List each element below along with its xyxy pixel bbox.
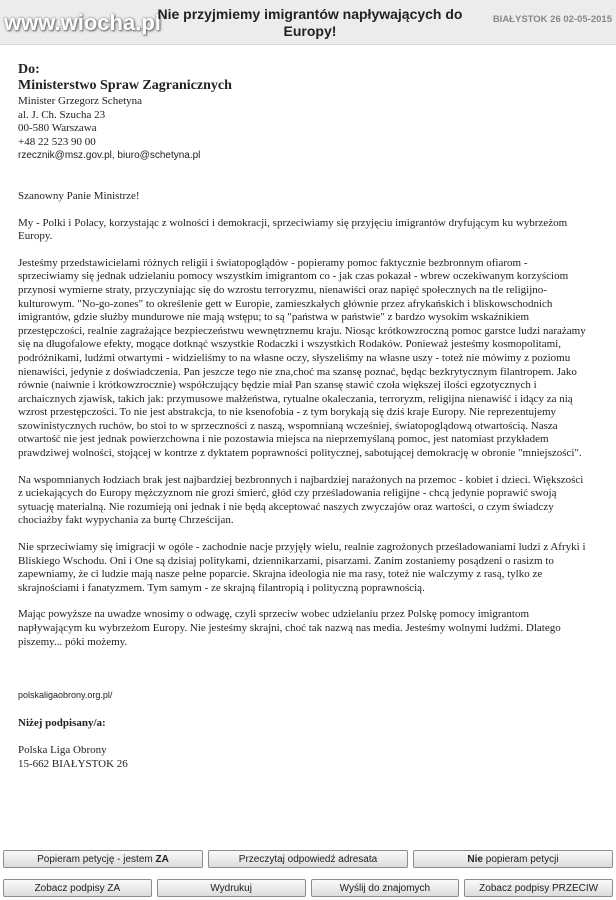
petition-letter [18, 62, 588, 772]
paragraph-intro: My - Polki i Polacy, korzystając z wolności i demokracji, sprzeciwiamy się przyjęciu imigrantów dryfującym ku wybrzeżom Europy. [18, 216, 568, 243]
meta-date: 02-05-2015 [563, 14, 612, 25]
action-row-primary [3, 850, 613, 868]
read-reply-button[interactable]: Przeczytaj odpowiedź adresata [208, 850, 408, 868]
oppose-bold: Nie [467, 853, 483, 865]
greeting: Szanowny Panie Ministrze! [18, 189, 140, 202]
oppose-label: popieram petycji [482, 853, 559, 865]
paragraph-main: Jesteśmy przedstawicielami różnych religii i światopoglądów - popieramy pomoc faktycznie bezbronnym ofiarom - sprzeciwiamy się jednak udzielaniu pomocy wszystkim imigrantom co - jak czas pokazał - wbrew oczekiwanym korzyściom przynosi wymierne straty, przyczyniając się do wzrostu terroryzmu, nienawiści oraz napięć społecznych na tle religijno-kulturowym. "No-go-zones" to określenie gett w Europie, zamieszkałych głównie przez afrykańskich i bliskowschodnich imigrantów, gdzie służby mundurowe nie mają wstępu; to są "państwa w państwie" z bardzo wysokim wskaźnikiem przestępczości, realnie zagrażające bezpieczeństwu wewnętrznemu kraju. Niosąc krótkowzroczną pomoc garstce ludzi narażamy się na długofalowe efekty, mogące dotknąć wszystkie Rodaczki i wszystkich Rodaków. Ponieważ jesteśmy kosmopolitami, podróżnikami, ludźmi otwartymi - widzieliśmy to na własne oczy, słyszeliśmy na własne uszy - toteż nie mówimy z poziomu nienawiści, jedynie z doświadczenia. Pan jeszcze tego nie zna,choć ma szansę poznać, będąc bezkrytycznym filantropem. Jako równie (naiwnie i krótkowzrocznie) współczujący będzie miał Pan szansę stawić czoła większej ilości egzotycznych i archaicznych zjawisk, takich jak: przymusowe małżeństwa, rytualne okaleczania, terroryzm, religijna nienawiść i idący za nią wzrost przestępczości. To nie jest abstrakcja, to nie ksenofobia - z tym borykają się dziś kraje Europy. Nie reprezentujemy szowinistycznych ruchów, bo stoi to w sprzeczności z naszą, wspomnianą wcześniej, światopoglądową otwartością. Nasza otwartość nie jest jednak powierzchowna i nie pozostawia miejsca na nieprzemyślaną pomoc, jest natomiast przykładem prawdziwej wolności, stojącej w kontrze z dyktatem poprawności politycznej, sabotującej demokrację w obronie "mniejszości". [18, 256, 586, 460]
paragraph-boats: Na wspomnianych łodziach brak jest najbardziej bezbronnych i najbardziej narażonych na przemoc - kobiet i dzieci. Większości z uciekających do Europy mężczyznom nie grozi śmierć, głód czy prześladowania religijne - chcą jedynie poprawić swoją sytuację materialną. Nie rozumieją oni jednak i nie będą akceptować naszych zwyczajów oraz wartości, o czym świadczy chociażby fakt wypychania za burtę Chrześcijan. [18, 473, 584, 527]
paragraph-conclusion: Mając powyższe na uwadze wnosimy o odwagę, czyli sprzeciw wobec udzielaniu przez Polskę pomocy imigrantom napływającym ku wybrzeżom Europy. Nie jesteśmy skrajni, choć tak nazwą nas media. Jesteśmy wolnymi ludźmi. Dlatego piszemy... póki możemy. [18, 608, 561, 648]
meta-count: 26 [550, 14, 561, 25]
paragraph-immigration: Nie sprzeciwiamy się imigracji w ogóle - zachodnie nacje przyjęły wielu, realnie zagrożonych prześladowaniami ludzi z Afryki i Bliskiego Wschodu. Oni i One są dzisiaj politykami, dziennikarzami, pisarzami. Zanim zostaniemy posądzeni o rasizm to zapewniamy, że ci ludzie mają nasze pełne poparcie. Skrajna ideologia nie ma rasy, toteż nie walczymy z rasą, tylko ze skrajnościami i fanatyzmem. Tym samym - ze skrajną filantropią i polityczną poprawnością. [18, 541, 586, 594]
signature-site: polskaligaobrony.org.pl/ [18, 690, 113, 701]
petition-meta [493, 14, 612, 25]
watermark: www.wiocha.pl [4, 10, 161, 35]
signature-org: Polska Liga Obrony [18, 744, 107, 757]
meta-city: BIAŁYSTOK [492, 14, 548, 25]
support-label: Popieram petycję - jestem [37, 853, 156, 865]
print-button[interactable]: Wydrukuj [157, 879, 306, 897]
send-to-friends-button[interactable]: Wyślij do znajomych [311, 879, 460, 897]
addressee-label: Do: [18, 62, 40, 77]
action-row-secondary [3, 879, 613, 897]
addressee-line: +48 22 523 90 00 [18, 135, 96, 148]
see-for-signatures-button[interactable]: Zobacz podpisy ZA [3, 879, 152, 897]
signature-address: 15-662 BIAŁYSTOK 26 [18, 757, 128, 770]
addressee-line: 00-580 Warszawa [18, 122, 97, 135]
support-bold: ZA [155, 853, 169, 865]
signature-heading: Niżej podpisany/a: [18, 716, 106, 729]
addressee-org: Ministerstwo Spraw Zagranicznych [18, 78, 232, 93]
addressee-emails: rzecznik@msz.gov.pl, biuro@schetyna.pl [18, 150, 201, 162]
addressee-line: al. J. Ch. Szucha 23 [18, 108, 106, 121]
oppose-petition-button[interactable] [413, 850, 613, 868]
petition-title: Nie przyjmiemy imigrantów napływających do Europy! [157, 6, 463, 39]
addressee-line: Minister Grzegorz Schetyna [18, 95, 143, 107]
support-petition-button[interactable] [3, 850, 203, 868]
page-header [0, 0, 616, 45]
see-against-signatures-button[interactable]: Zobacz podpisy PRZECIW [464, 879, 613, 897]
